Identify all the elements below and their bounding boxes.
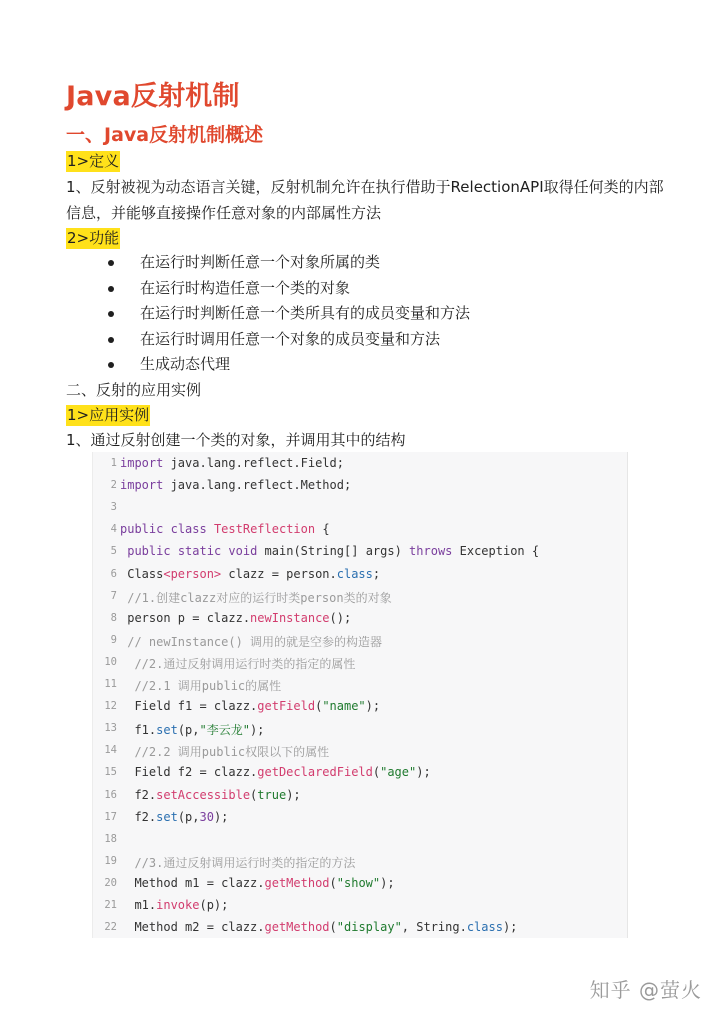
application-label: 1>应用实例 xyxy=(67,406,150,424)
definition-line-2: 信息，并能够直接操作任意对象的内部属性方法 xyxy=(66,204,382,222)
code-line: //2.2 调用public权限以下的属性 xyxy=(134,745,330,760)
code-line: import java.lang.reflect.Field; xyxy=(120,456,344,470)
code-line-number: 7 xyxy=(110,589,117,602)
code-line: //2.通过反射调用运行时类的指定的属性 xyxy=(134,656,356,671)
list-item: 生成动态代理 xyxy=(104,352,470,378)
code-line: import java.lang.reflect.Method; xyxy=(120,478,352,493)
code-line: Method m1 = clazz.getMethod("show"); xyxy=(120,875,395,890)
code-line: Field f2 = clazz.getDeclaredField("age"); xyxy=(120,765,431,780)
code-line-number: 21 xyxy=(104,899,117,911)
code-line-number: 14 xyxy=(104,744,117,757)
code-line-number: 15 xyxy=(104,766,117,779)
code-line-number: 1 xyxy=(110,457,117,469)
code-line: public class TestReflection { xyxy=(120,522,330,537)
definition-line-1: 1、反射被视为动态语言关键，反射机制允许在执行借助于RelectionAPI取得任何类的内部 xyxy=(66,178,664,196)
section-heading-examples: 二、反射的应用实例 xyxy=(66,381,202,399)
code-line-number: 5 xyxy=(110,545,117,558)
page-title: Java反射机制 xyxy=(66,81,240,112)
code-line: // newInstance() 调用的就是空参的构造器 xyxy=(127,634,383,649)
code-line-number: 20 xyxy=(104,876,117,889)
code-line-number: 11 xyxy=(104,678,117,690)
code-line-number: 9 xyxy=(110,633,117,646)
list-item: 在运行时判断任意一个类所具有的成员变量和方法 xyxy=(104,301,470,327)
code-line: person p = clazz.newInstance(); xyxy=(120,610,352,625)
function-label: 2>功能 xyxy=(67,229,120,247)
code-line: m1.invoke(p); xyxy=(120,898,229,912)
bullet-icon xyxy=(108,337,114,343)
code-line-number: 8 xyxy=(110,611,117,624)
code-line-number: 22 xyxy=(104,921,117,934)
code-line-number: 16 xyxy=(104,788,117,801)
code-line: f2.set(p,30); xyxy=(120,809,229,824)
code-line: f2.setAccessible(true); xyxy=(120,787,301,802)
code-line-number: 19 xyxy=(104,854,117,867)
bullet-icon xyxy=(108,260,114,266)
watermark: 知乎 @萤火 xyxy=(589,978,702,1002)
application-text: 1、通过反射创建一个类的对象，并调用其中的结构 xyxy=(66,431,406,449)
definition-label: 1>定义 xyxy=(67,152,120,170)
bullet-icon xyxy=(108,362,114,368)
code-line-number: 2 xyxy=(110,479,117,492)
code-line: Method m2 = clazz.getMethod("display", String.class); xyxy=(120,920,518,935)
code-line-number: 10 xyxy=(104,655,117,668)
code-line: //1.创建clazz对应的运行时类person类的对象 xyxy=(127,590,392,605)
definition-paragraph xyxy=(66,174,666,226)
function-list xyxy=(104,250,470,378)
list-item: 在运行时判断任意一个对象所属的类 xyxy=(104,250,470,276)
list-item: 在运行时构造任意一个类的对象 xyxy=(104,276,470,302)
code-line-number: 18 xyxy=(104,832,117,845)
code-block xyxy=(92,452,628,938)
code-line-number: 17 xyxy=(104,810,117,823)
code-line: Field f1 = clazz.getField("name"); xyxy=(120,699,381,714)
code-line: //3.通过反射调用运行时类的指定的方法 xyxy=(134,855,356,870)
code-line: public static void main(String[] args) throws Exception { xyxy=(127,544,540,559)
code-line: Class<person> clazz = person.class; xyxy=(120,566,381,581)
bullet-icon xyxy=(108,286,114,292)
list-item: 在运行时调用任意一个对象的成员变量和方法 xyxy=(104,327,470,353)
bullet-icon xyxy=(108,311,114,317)
code-line-number: 13 xyxy=(104,722,117,735)
code-line-number: 3 xyxy=(110,501,117,514)
code-line-number: 12 xyxy=(104,700,117,713)
code-line-number: 4 xyxy=(110,523,117,536)
code-line: f1.set(p,"李云龙"); xyxy=(120,723,265,738)
code-line: //2.1 调用public的属性 xyxy=(134,679,282,693)
code-line-number: 6 xyxy=(110,567,117,580)
section-heading-overview: 一、Java反射机制概述 xyxy=(66,124,264,146)
